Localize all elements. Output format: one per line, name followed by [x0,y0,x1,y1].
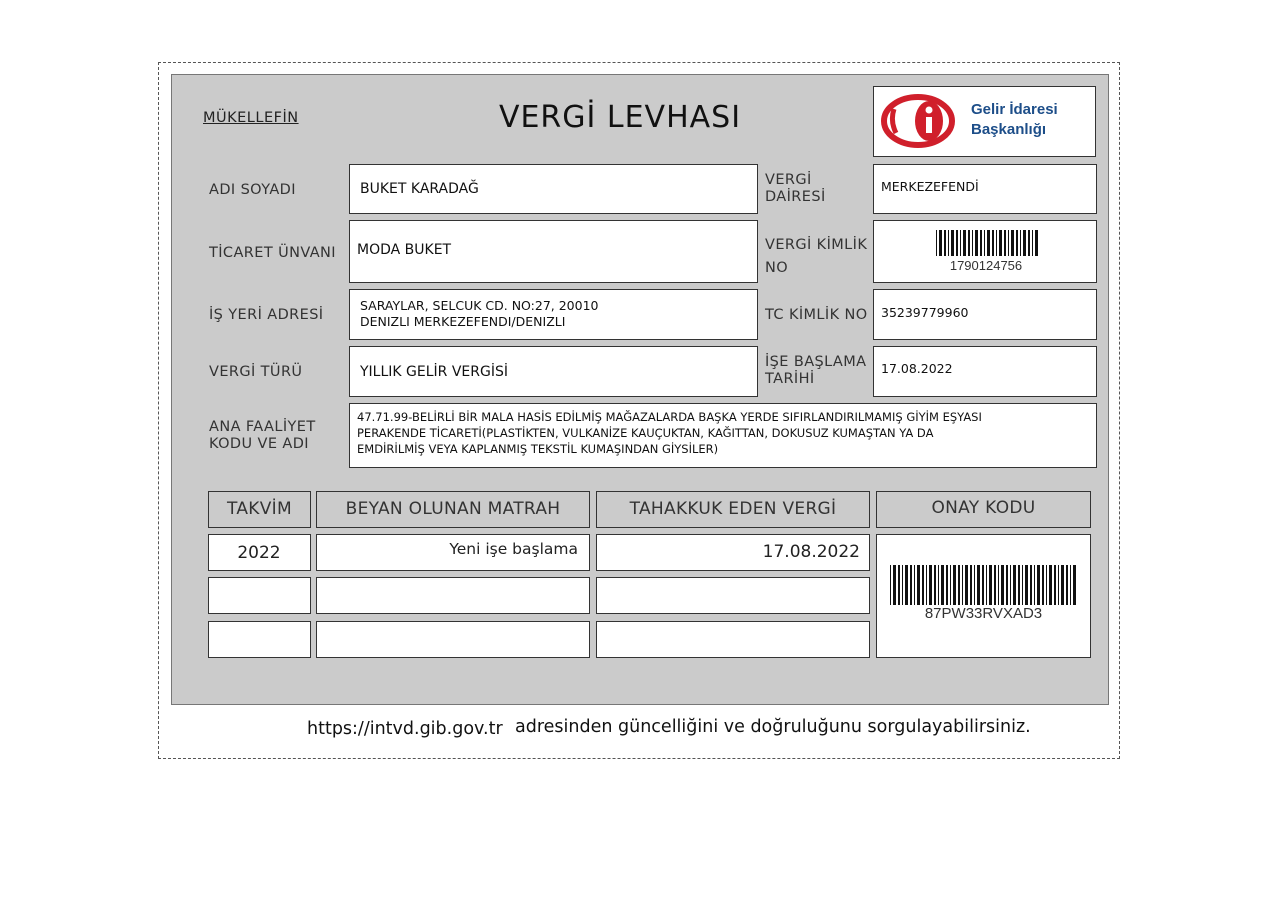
table-cell-empty [208,621,311,658]
barcode-bar [1022,565,1023,605]
barcode-bar [905,565,908,605]
activity-label: ANA FAALİYET KODU VE ADI [209,419,316,452]
barcode-bar [1028,230,1030,256]
activity-line-2: PERAKENDE TİCARETİ(PLASTİKTEN, VULKANİZE KAUÇUKTAN, KAĞITTAN, DOKUSUZ KUMAŞTAN YA DA [357,426,934,440]
logo-text-line1: Gelir İdaresi [971,101,1058,118]
trade-name-label: TİCARET ÜNVANI [209,245,336,261]
barcode-bar [1049,565,1052,605]
barcode-bar [898,565,900,605]
barcode-bar [1066,565,1068,605]
barcode-bar [963,230,966,256]
approval-code-box [876,534,1091,658]
tax-id-barcode [936,230,1038,256]
name-box [349,164,758,214]
barcode-bar [1013,565,1016,605]
barcode-bar [1070,565,1071,605]
barcode-bar [970,565,972,605]
barcode-bar [890,565,891,605]
barcode-bar [972,230,973,256]
barcode-bar [1061,565,1064,605]
table-cell-empty [316,577,590,614]
barcode-bar [958,565,960,605]
barcode-bar [996,230,997,256]
name-label: ADI SOYADI [209,182,296,198]
barcode-bar [992,230,994,256]
header-takvim: TAKVİM [208,491,311,528]
tax-office-box [873,164,1097,214]
barcode-bar [1008,230,1009,256]
tax-id-value: 1790124756 [949,258,1023,273]
barcode-bar [984,230,985,256]
barcode-bar [910,565,912,605]
barcode-bar [968,230,970,256]
barcode-bar [956,230,958,256]
matrah-value: Yeni işe başlama [449,540,578,558]
barcode-bar [944,230,946,256]
barcode-bar [974,565,975,605]
barcode-bar [1016,230,1018,256]
barcode-bar [1073,565,1076,605]
barcode-bar [1030,565,1032,605]
tckn-value: 35239779960 [881,305,969,320]
logo-text-line2: Başkanlığı [971,121,1047,138]
barcode-bar [1020,230,1021,256]
table-cell-empty [596,577,870,614]
tax-type-label: VERGİ TÜRÜ [209,364,303,380]
address-line-1: SARAYLAR, SELCUK CD. NO:27, 20010 [360,298,599,313]
barcode-bar [939,230,942,256]
barcode-bar [977,565,980,605]
barcode-bar [1006,565,1008,605]
address-box [349,289,758,340]
activity-line-1: 47.71.99-BELİRLİ BİR MALA HASİS EDİLMİŞ MAĞAZALARDA BAŞKA YERDE SIFIRLANDIRILMAMIŞ GİYİM EŞYASI [357,410,982,424]
tax-office-value: MERKEZEFENDİ [881,179,979,194]
gib-logo [873,86,1096,157]
barcode-bar [941,565,944,605]
verification-url: https://intvd.gib.gov.tr [307,719,503,739]
barcode-bar [948,230,949,256]
barcode-bar [1025,565,1028,605]
barcode-bar [953,565,956,605]
tahakkuk-value: 17.08.2022 [762,542,860,562]
tax-id-label: VERGİ KİMLİK NO [765,237,868,276]
tax-office-label: VERGİ DAİRESİ [765,172,826,205]
barcode-bar [987,230,990,256]
header-matrah: BEYAN OLUNAN MATRAH [316,491,590,528]
barcode-bar [893,565,896,605]
barcode-bar [926,565,927,605]
barcode-bar [986,565,987,605]
barcode-bar [1004,230,1006,256]
barcode-bar [936,230,937,256]
header-tahakkuk: TAHAKKUK EDEN VERGİ [596,491,870,528]
barcode-bar [1054,565,1056,605]
barcode-bar [1034,565,1035,605]
barcode-bar [914,565,915,605]
barcode-bar [962,565,963,605]
barcode-bar [922,565,924,605]
barcode-bar [1010,565,1011,605]
activity-box [349,403,1097,468]
table-cell-empty [208,577,311,614]
barcode-bar [1046,565,1047,605]
barcode-bar [946,565,948,605]
barcode-bar [1042,565,1044,605]
barcode-bar [1058,565,1059,605]
table-cell-tahakkuk [596,534,870,571]
barcode-bar [1037,565,1040,605]
name-value: BUKET KARADAĞ [360,181,479,197]
barcode-bar [951,230,954,256]
tckn-label: TC KİMLİK NO [765,307,868,323]
barcode-bar [929,565,932,605]
barcode-bar [934,565,936,605]
activity-line-3: EMDİRİLMİŞ VEYA KAPLANMIŞ TEKSTİL KUMAŞINDAN GİYSİLER) [357,442,719,456]
barcode-bar [960,230,961,256]
barcode-bar [980,230,982,256]
trade-name-box [349,220,758,283]
barcode-bar [994,565,996,605]
barcode-bar [998,565,999,605]
taxpayer-label: MÜKELLEFİN [203,110,299,126]
approval-barcode [890,565,1080,605]
address-line-2: DENIZLI MERKEZEFENDI/DENIZLI [360,314,566,329]
tax-type-value: YILLIK GELİR VERGİSİ [360,364,508,380]
year-value: 2022 [237,543,281,563]
table-cell-empty [316,621,590,658]
barcode-bar [975,230,978,256]
barcode-bar [1023,230,1026,256]
barcode-bar [982,565,984,605]
barcode-bar [1018,565,1020,605]
verification-text: adresinden güncelliğini ve doğruluğunu sorgulayabilirsiniz. [515,717,1031,737]
header-onay-kodu: ONAY KODU [876,491,1091,528]
tckn-box [873,289,1097,340]
trade-name-value: MODA BUKET [357,242,452,258]
start-date-value: 17.08.2022 [881,361,953,376]
table-cell-year [208,534,311,571]
table-cell-empty [596,621,870,658]
page-title: VERGİ LEVHASI [498,100,742,135]
barcode-bar [938,565,939,605]
table-cell-matrah [316,534,590,571]
start-date-label: İŞE BAŞLAMA TARİHİ [765,354,867,387]
approval-code-value: 87PW33RVXAD3 [924,605,1043,622]
barcode-bar [1035,230,1038,256]
barcode-bar [902,565,903,605]
address-label: İŞ YERİ ADRESİ [209,307,324,323]
start-date-box [873,346,1097,397]
tax-id-box [873,220,1097,283]
barcode-bar [1011,230,1014,256]
barcode-bar [989,565,992,605]
barcode-bar [1001,565,1004,605]
barcode-bar [999,230,1002,256]
tax-type-box [349,346,758,397]
barcode-bar [950,565,951,605]
barcode-bar [965,565,968,605]
barcode-bar [1032,230,1033,256]
barcode-bar [917,565,920,605]
